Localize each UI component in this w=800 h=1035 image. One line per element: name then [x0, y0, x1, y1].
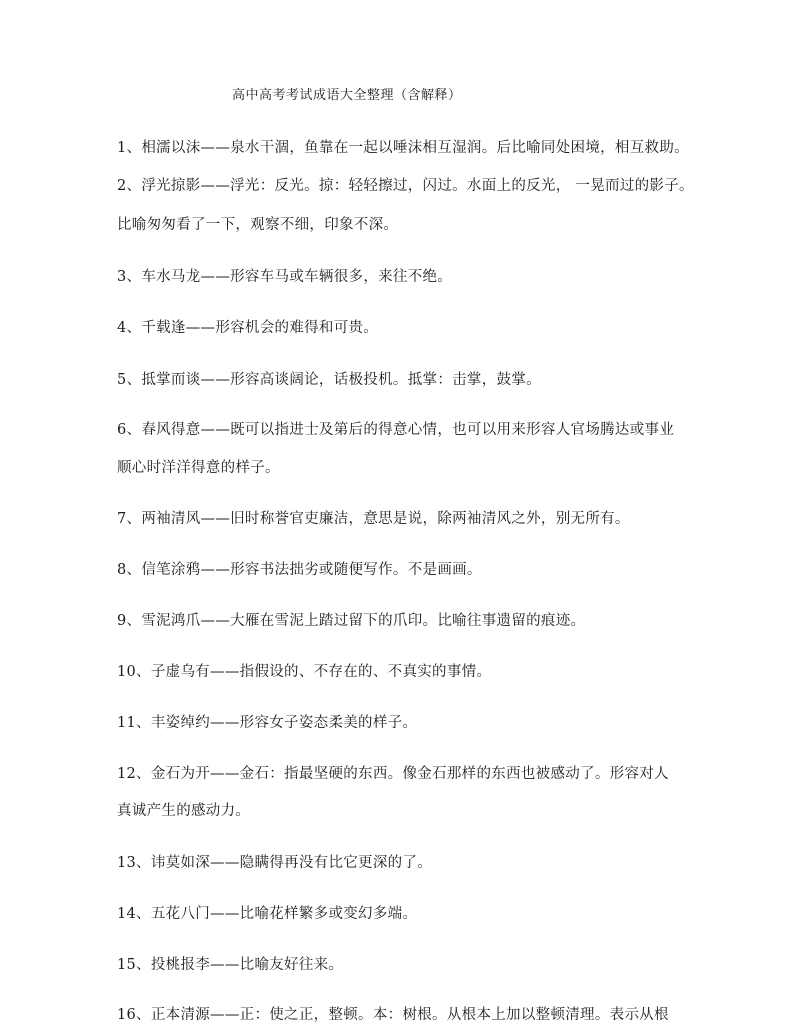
text-line: 10、子虚乌有——指假设的、不存在的、不真实的事情。	[117, 664, 492, 680]
document-title: 高中高考考试成语大全整理（含解释）	[232, 88, 462, 103]
text-line: 12、金石为开——金石：指最坚硬的东西。像金石那样的东西也被感动了。形容对人	[117, 766, 669, 782]
text-line: 7、两袖清风——旧时称誉官吏廉洁，意思是说，除两袖清风之外，别无所有。	[117, 511, 630, 527]
text-line: 6、春风得意——既可以指进士及第后的得意心情，也可以用来形容人官场腾达或事业	[117, 422, 675, 438]
text-line: 8、信笔涂鸦——形容书法拙劣或随便写作。不是画画。	[117, 562, 482, 578]
text-line: 4、千载逢——形容机会的难得和可贵。	[117, 320, 379, 336]
text-line: 9、雪泥鸿爪——大雁在雪泥上踏过留下的爪印。比喻往事遗留的痕迹。	[117, 613, 586, 629]
text-line: 13、讳莫如深——隐瞒得再没有比它更深的了。	[117, 855, 433, 871]
text-line: 真诚产生的感动力。	[117, 803, 251, 819]
text-line: 顺心时洋洋得意的样子。	[117, 460, 280, 476]
text-line: 11、丰姿绰约——形容女子姿态柔美的样子。	[117, 715, 418, 731]
text-line: 16、正本清源——正：使之正，整顿。本：树根。从根本上加以整顿清理。表示从根	[117, 1007, 669, 1023]
text-line: 5、抵掌而谈——形容高谈阔论，话极投机。抵掌：击掌，鼓掌。	[117, 372, 541, 388]
text-line: 1、相濡以沫——泉水干涸，鱼靠在一起以唾沫相互湿润。后比喻同处困境，相互救助。	[117, 140, 689, 156]
text-line: 15、投桃报李——比喻友好往来。	[117, 957, 344, 973]
text-line: 14、五花八门——比喻花样繁多或变幻多端。	[117, 906, 418, 922]
text-line: 3、车水马龙——形容车马或车辆很多，来往不绝。	[117, 269, 453, 285]
text-line: 2、浮光掠影——浮光：反光。掠：轻轻擦过，闪过。水面上的反光， 一晃而过的影子。	[117, 178, 694, 194]
text-line: 比喻匆匆看了一下，观察不细，印象不深。	[117, 217, 399, 233]
